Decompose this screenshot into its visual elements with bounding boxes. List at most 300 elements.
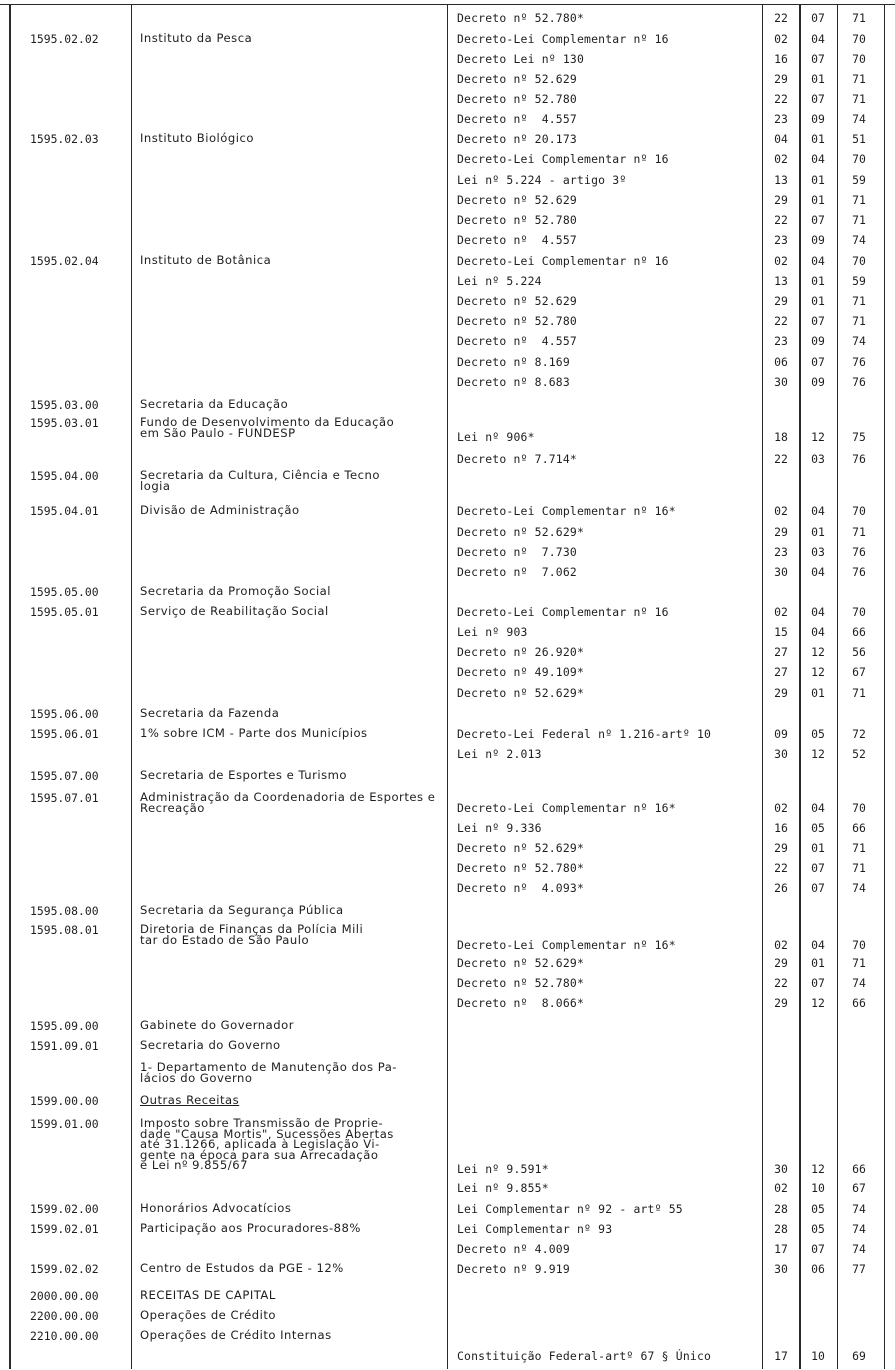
row-month: 03 (811, 545, 825, 559)
row-description: Secretaria da Promoção Social (140, 584, 331, 598)
row-month: 05 (811, 821, 825, 835)
row-description: Operações de Crédito Internas (140, 1328, 332, 1342)
table-row (0, 1060, 895, 1085)
row-year: 66 (852, 1162, 866, 1176)
table-row (0, 770, 895, 790)
row-month: 07 (811, 881, 825, 895)
row-legislation: Decreto nº 4.093* (457, 881, 585, 895)
row-day: 02 (774, 32, 788, 46)
table-row (0, 606, 895, 626)
row-month: 01 (811, 72, 825, 86)
row-month: 04 (811, 625, 825, 639)
table-row (0, 113, 895, 133)
table-row (0, 133, 895, 153)
row-legislation: Decreto Lei nº 130 (457, 52, 585, 66)
row-day: 26 (774, 881, 788, 895)
row-month: 01 (811, 294, 825, 308)
row-month: 07 (811, 355, 825, 369)
row-day: 29 (774, 525, 788, 539)
row-day: 29 (774, 193, 788, 207)
table-row (0, 1116, 895, 1176)
row-legislation: Decreto nº 52.629* (457, 686, 585, 700)
row-day: 17 (774, 1349, 788, 1363)
row-year: 74 (852, 334, 866, 348)
row-legislation: Decreto-Lei Complementar nº 16* (457, 938, 676, 952)
row-code: 1595.03.01 (30, 416, 99, 430)
row-legislation: Lei nº 903 (457, 625, 528, 639)
row-legislation: Decreto-Lei Complementar nº 16* (457, 801, 676, 815)
table-row (0, 356, 895, 376)
row-day: 22 (774, 976, 788, 990)
table-row (0, 234, 895, 254)
row-description: Secretaria da Cultura, Ciência e Tecno logia (140, 468, 380, 493)
row-year: 70 (852, 32, 866, 46)
row-year: 71 (852, 213, 866, 227)
row-day: 17 (774, 1242, 788, 1256)
table-row (0, 687, 895, 707)
row-year: 52 (852, 747, 866, 761)
row-legislation: Decreto nº 52.629 (457, 72, 577, 86)
row-description: Serviço de Reabilitação Social (140, 604, 329, 618)
table-row (0, 728, 895, 748)
row-description: Divisão de Administração (140, 503, 300, 517)
row-year: 76 (852, 355, 866, 369)
row-day: 15 (774, 625, 788, 639)
row-code: 1591.09.01 (30, 1039, 99, 1053)
row-day: 29 (774, 996, 788, 1010)
table-row (0, 708, 895, 728)
row-day: 29 (774, 294, 788, 308)
row-description: Outras Receitas (140, 1093, 240, 1107)
row-month: 12 (811, 665, 825, 679)
row-year: 74 (852, 1202, 866, 1216)
row-day: 28 (774, 1202, 788, 1216)
row-legislation: Lei nº 5.224 (457, 274, 542, 288)
table-row (0, 566, 895, 586)
table-row (0, 1040, 895, 1060)
row-code: 1595.07.00 (30, 769, 99, 783)
row-year: 76 (852, 375, 866, 389)
row-code: 1595.02.04 (30, 254, 99, 268)
row-description: Instituto Biológico (140, 131, 254, 145)
row-legislation: Constituição Federal-artº 67 § Único (457, 1349, 712, 1363)
row-day: 27 (774, 665, 788, 679)
row-month: 07 (811, 11, 825, 25)
table-row (0, 468, 895, 493)
row-code: 2210.00.00 (30, 1329, 99, 1343)
table-row (0, 1310, 895, 1330)
row-year: 56 (852, 645, 866, 659)
row-legislation: Decreto nº 52.629* (457, 525, 585, 539)
row-day: 22 (774, 213, 788, 227)
row-legislation: Lei nº 906* (457, 430, 535, 444)
row-day: 22 (774, 314, 788, 328)
row-month: 12 (811, 747, 825, 761)
table-row (0, 526, 895, 546)
row-day: 06 (774, 355, 788, 369)
row-day: 13 (774, 274, 788, 288)
table-row (0, 399, 895, 419)
row-day: 02 (774, 801, 788, 815)
row-month: 01 (811, 686, 825, 700)
row-legislation: Lei nº 9.855* (457, 1181, 549, 1195)
row-description: Operações de Crédito (140, 1308, 276, 1322)
row-legislation: Decreto nº 52.780* (457, 11, 585, 25)
row-year: 70 (852, 254, 866, 268)
table-row (0, 33, 895, 53)
row-description: Imposto sobre Transmissão de Proprie- dade "Causa Mortis", Sucessões Abertas até 31.1266, aplicada à Legislação Vi- gente na época para sua Arrecadação e Lei nº 9.855/67 (140, 1116, 394, 1172)
row-legislation: Decreto nº 52.780* (457, 861, 585, 875)
row-year: 67 (852, 665, 866, 679)
row-day: 22 (774, 92, 788, 106)
table-row (0, 194, 895, 214)
row-year: 67 (852, 1181, 866, 1195)
row-year: 71 (852, 314, 866, 328)
row-year: 76 (852, 545, 866, 559)
row-legislation: Decreto nº 4.009 (457, 1242, 570, 1256)
row-year: 75 (852, 430, 866, 444)
row-day: 02 (774, 504, 788, 518)
table-row (0, 666, 895, 686)
row-legislation: Decreto nº 52.780* (457, 976, 585, 990)
row-day: 23 (774, 233, 788, 247)
row-day: 18 (774, 430, 788, 444)
row-legislation: Decreto-Lei Complementar nº 16 (457, 152, 669, 166)
row-legislation: Decreto nº 8.169 (457, 355, 570, 369)
table-row (0, 1095, 895, 1115)
row-description: Fundo de Desenvolvimento da Educação em São Paulo - FUNDESP (140, 415, 395, 440)
row-legislation: Decreto-Lei Complementar nº 16 (457, 32, 669, 46)
row-legislation: Decreto-Lei Federal nº 1.216-artº 10 (457, 727, 712, 741)
row-legislation: Decreto nº 4.557 (457, 233, 577, 247)
row-legislation: Decreto nº 8.683 (457, 375, 570, 389)
row-day: 30 (774, 1262, 788, 1276)
table-row (0, 505, 895, 525)
row-month: 01 (811, 956, 825, 970)
row-year: 71 (852, 11, 866, 25)
row-month: 03 (811, 452, 825, 466)
table-row (0, 1330, 895, 1350)
table-row (0, 586, 895, 606)
table-row (0, 997, 895, 1017)
row-legislation: Decreto nº 52.780 (457, 314, 577, 328)
row-code: 1595.09.00 (30, 1019, 99, 1033)
row-month: 04 (811, 504, 825, 518)
row-code: 1599.01.00 (30, 1117, 99, 1131)
row-day: 23 (774, 112, 788, 126)
row-legislation: Decreto nº 52.780 (457, 213, 577, 227)
row-description: Instituto de Botânica (140, 253, 272, 267)
row-day: 02 (774, 605, 788, 619)
row-legislation: Decreto nº 49.109* (457, 665, 585, 679)
row-year: 74 (852, 233, 866, 247)
table-row (0, 315, 895, 335)
row-legislation: Lei nº 9.591* (457, 1162, 549, 1176)
row-month: 01 (811, 132, 825, 146)
row-year: 71 (852, 956, 866, 970)
row-description: Secretaria do Governo (140, 1038, 281, 1052)
row-legislation: Lei nº 2.013 (457, 747, 542, 761)
row-year: 74 (852, 881, 866, 895)
row-description: Secretaria da Segurança Pública (140, 903, 344, 917)
row-month: 04 (811, 32, 825, 46)
row-description: Instituto da Pesca (140, 31, 253, 45)
row-description: Diretoria de Finanças da Polícia Mili tar do Estado de São Paulo (140, 922, 364, 947)
row-legislation: Decreto nº 4.557 (457, 334, 577, 348)
row-code: 1595.05.00 (30, 585, 99, 599)
row-description: Centro de Estudos da PGE - 12% (140, 1261, 344, 1275)
row-year: 66 (852, 996, 866, 1010)
table-row (0, 1020, 895, 1040)
row-code: 1595.06.01 (30, 727, 99, 741)
row-day: 29 (774, 686, 788, 700)
row-year: 59 (852, 173, 866, 187)
row-day: 30 (774, 1162, 788, 1176)
row-code: 1595.05.01 (30, 605, 99, 619)
row-year: 74 (852, 112, 866, 126)
row-legislation: Decreto nº 52.629 (457, 294, 577, 308)
row-description: Participação aos Procuradores-88% (140, 1221, 361, 1235)
row-month: 09 (811, 112, 825, 126)
row-day: 29 (774, 841, 788, 855)
table-row (0, 790, 895, 815)
row-day: 30 (774, 747, 788, 761)
row-day: 02 (774, 938, 788, 952)
row-year: 76 (852, 565, 866, 579)
row-description: Honorários Advocatícios (140, 1201, 292, 1215)
row-day: 04 (774, 132, 788, 146)
table-row (0, 842, 895, 862)
table-row (0, 977, 895, 997)
table-row (0, 1350, 895, 1370)
row-month: 01 (811, 525, 825, 539)
row-month: 12 (811, 996, 825, 1010)
row-description: Administração da Coordenadoria de Esportes e Recreação (140, 790, 436, 815)
row-month: 07 (811, 1242, 825, 1256)
row-code: 2000.00.00 (30, 1289, 99, 1303)
row-year: 76 (852, 452, 866, 466)
row-code: 1595.04.00 (30, 469, 99, 483)
row-legislation: Decreto nº 9.919 (457, 1262, 570, 1276)
row-month: 09 (811, 375, 825, 389)
row-month: 06 (811, 1262, 825, 1276)
row-year: 71 (852, 92, 866, 106)
row-month: 07 (811, 314, 825, 328)
row-code: 1599.02.01 (30, 1222, 99, 1236)
row-month: 04 (811, 565, 825, 579)
row-code: 1599.02.00 (30, 1202, 99, 1216)
row-year: 66 (852, 821, 866, 835)
row-month: 05 (811, 1202, 825, 1216)
row-year: 74 (852, 1242, 866, 1256)
row-month: 01 (811, 173, 825, 187)
row-year: 74 (852, 976, 866, 990)
row-description: Gabinete do Governador (140, 1018, 294, 1032)
row-year: 71 (852, 686, 866, 700)
row-year: 70 (852, 504, 866, 518)
row-code: 1595.02.02 (30, 32, 99, 46)
row-year: 59 (852, 274, 866, 288)
row-legislation: Decreto nº 20.173 (457, 132, 577, 146)
table-row (0, 1243, 895, 1263)
row-month: 05 (811, 727, 825, 741)
row-month: 12 (811, 430, 825, 444)
row-year: 70 (852, 52, 866, 66)
row-month: 01 (811, 193, 825, 207)
row-legislation: Decreto nº 52.629* (457, 956, 585, 970)
row-code: 2200.00.00 (30, 1309, 99, 1323)
row-day: 13 (774, 173, 788, 187)
row-legislation: Decreto-Lei Complementar nº 16* (457, 504, 676, 518)
row-year: 71 (852, 861, 866, 875)
table-row (0, 922, 895, 952)
table-row (0, 1223, 895, 1243)
row-month: 12 (811, 645, 825, 659)
row-year: 71 (852, 72, 866, 86)
row-day: 29 (774, 956, 788, 970)
row-legislation: Lei Complementar nº 92 - artº 55 (457, 1202, 683, 1216)
table-row (0, 748, 895, 768)
row-year: 70 (852, 938, 866, 952)
row-description: Secretaria da Educação (140, 397, 289, 411)
table-row (0, 1263, 895, 1283)
table-row (0, 153, 895, 173)
row-day: 16 (774, 821, 788, 835)
row-month: 04 (811, 152, 825, 166)
row-legislation: Decreto nº 52.629* (457, 841, 585, 855)
row-year: 71 (852, 193, 866, 207)
row-month: 04 (811, 801, 825, 815)
row-legislation: Decreto nº 7.730 (457, 545, 577, 559)
table-row (0, 957, 895, 977)
row-month: 07 (811, 92, 825, 106)
row-year: 70 (852, 152, 866, 166)
table-row (0, 862, 895, 882)
row-month: 04 (811, 938, 825, 952)
row-legislation: Lei nº 9.336 (457, 821, 542, 835)
row-day: 02 (774, 152, 788, 166)
row-month: 09 (811, 233, 825, 247)
row-month: 12 (811, 1162, 825, 1176)
row-month: 09 (811, 334, 825, 348)
row-year: 71 (852, 525, 866, 539)
table-row (0, 275, 895, 295)
table-row (0, 295, 895, 315)
row-day: 22 (774, 861, 788, 875)
row-legislation: Decreto nº 7.062 (457, 565, 577, 579)
row-day: 28 (774, 1222, 788, 1236)
row-day: 09 (774, 727, 788, 741)
row-day: 27 (774, 645, 788, 659)
row-legislation: Decreto nº 26.920* (457, 645, 585, 659)
row-day: 16 (774, 52, 788, 66)
row-day: 22 (774, 11, 788, 25)
row-year: 70 (852, 801, 866, 815)
table-row (0, 882, 895, 902)
table-row (0, 376, 895, 396)
row-month: 07 (811, 861, 825, 875)
row-legislation: Decreto-Lei Complementar nº 16 (457, 605, 669, 619)
row-legislation: Decreto nº 52.629 (457, 193, 577, 207)
row-code: 1595.06.00 (30, 707, 99, 721)
row-year: 72 (852, 727, 866, 741)
row-day: 02 (774, 1181, 788, 1195)
table-row (0, 646, 895, 666)
table-row (0, 174, 895, 194)
row-legislation: Lei Complementar nº 93 (457, 1222, 613, 1236)
row-day: 30 (774, 375, 788, 389)
row-year: 69 (852, 1349, 866, 1363)
row-legislation: Decreto nº 7.714* (457, 452, 577, 466)
row-month: 07 (811, 213, 825, 227)
row-month: 07 (811, 52, 825, 66)
row-description: RECEITAS DE CAPITAL (140, 1288, 276, 1302)
row-code: 1599.02.02 (30, 1262, 99, 1276)
row-code: 1595.07.01 (30, 791, 99, 805)
table-row (0, 53, 895, 73)
row-legislation: Decreto-Lei Complementar nº 16 (457, 254, 669, 268)
row-day: 02 (774, 254, 788, 268)
table-row (0, 73, 895, 93)
row-year: 51 (852, 132, 866, 146)
row-description: 1- Departamento de Manutenção dos Pa- lácios do Governo (140, 1060, 397, 1085)
row-legislation: Lei nº 5.224 - artigo 3º (457, 173, 627, 187)
row-year: 71 (852, 841, 866, 855)
table-row (0, 1182, 895, 1202)
row-description: 1% sobre ICM - Parte dos Municípios (140, 726, 368, 740)
row-month: 04 (811, 605, 825, 619)
row-day: 29 (774, 72, 788, 86)
row-month: 04 (811, 254, 825, 268)
row-code: 1599.00.00 (30, 1094, 99, 1108)
row-year: 66 (852, 625, 866, 639)
table-row (0, 214, 895, 234)
table-row (0, 12, 895, 32)
row-year: 77 (852, 1262, 866, 1276)
row-day: 23 (774, 334, 788, 348)
row-month: 10 (811, 1349, 825, 1363)
table-row (0, 546, 895, 566)
table-row (0, 1290, 895, 1310)
table-row (0, 1203, 895, 1223)
row-legislation: Decreto nº 8.066* (457, 996, 585, 1010)
row-description: Secretaria da Fazenda (140, 706, 280, 720)
row-year: 74 (852, 1222, 866, 1236)
row-year: 71 (852, 294, 866, 308)
table-row (0, 93, 895, 113)
row-month: 01 (811, 841, 825, 855)
table-row (0, 905, 895, 925)
row-code: 1595.03.00 (30, 398, 99, 412)
row-legislation: Decreto nº 4.557 (457, 112, 577, 126)
row-code: 1595.08.00 (30, 904, 99, 918)
row-day: 22 (774, 452, 788, 466)
table-row (0, 335, 895, 355)
row-legislation: Decreto nº 52.780 (457, 92, 577, 106)
row-description: Secretaria de Esportes e Turismo (140, 768, 348, 782)
row-day: 23 (774, 545, 788, 559)
row-code: 1595.08.01 (30, 923, 99, 937)
row-code: 1595.02.03 (30, 132, 99, 146)
table-row (0, 255, 895, 275)
row-year: 70 (852, 605, 866, 619)
row-day: 30 (774, 565, 788, 579)
table-row (0, 822, 895, 842)
table-row (0, 415, 895, 444)
row-month: 01 (811, 274, 825, 288)
row-month: 10 (811, 1181, 825, 1195)
row-month: 07 (811, 976, 825, 990)
